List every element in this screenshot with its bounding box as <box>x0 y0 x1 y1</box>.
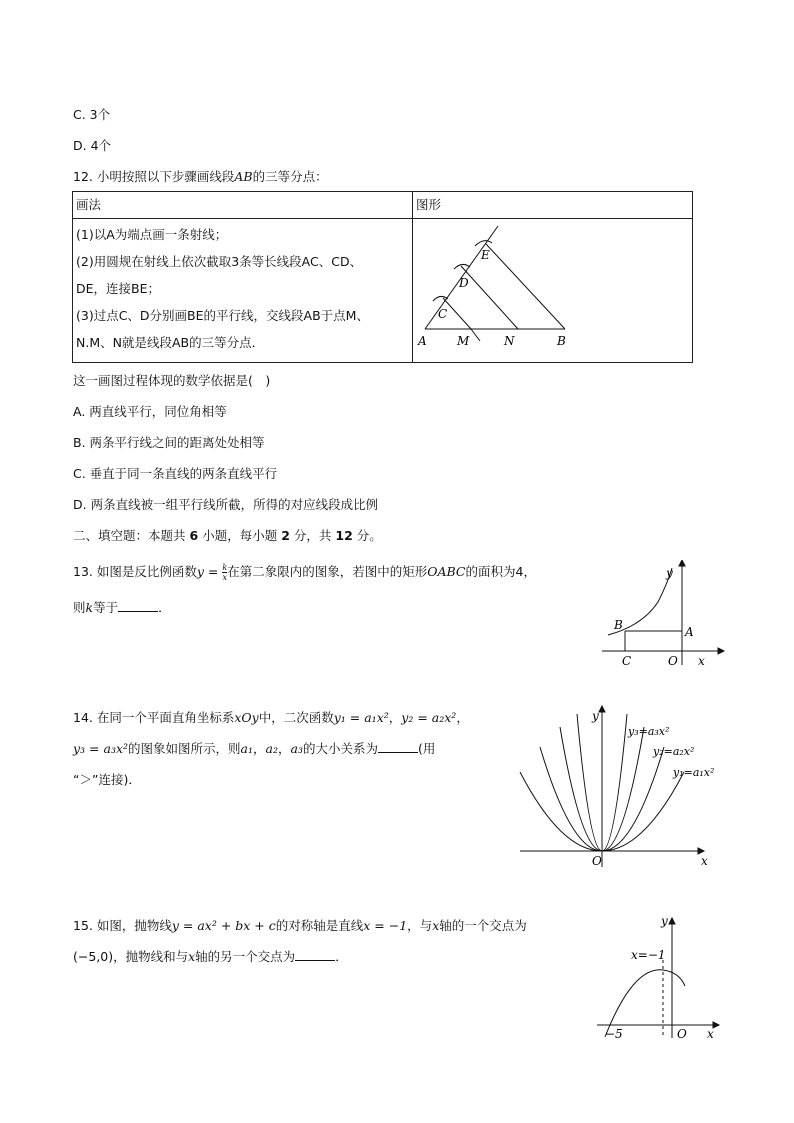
q15-label-m5: −5 <box>605 1027 623 1041</box>
q15-stem-a: 15. 如图，抛物线 <box>73 918 172 933</box>
section2-title-a: 二、填空题：本题共 <box>73 528 186 543</box>
q14-sep2: ， <box>456 710 469 725</box>
q12-stem-b: 的三等分点： <box>252 169 328 184</box>
q12-col-method: 画法 <box>73 192 413 219</box>
section2-title <box>73 526 382 544</box>
q15-label-y: y <box>661 914 668 928</box>
q13-rect: OABC <box>427 564 466 579</box>
q15-line2 <box>73 947 348 965</box>
q15-stem-c: ，与 <box>407 918 433 933</box>
q14-line3: “＞”连接)． <box>73 772 141 787</box>
q13-label-o: O <box>668 654 678 668</box>
q14-label-o: O <box>592 854 602 868</box>
q13-line2 <box>73 598 171 616</box>
parallel-extension <box>471 329 480 341</box>
q13-label-x: x <box>698 654 705 668</box>
q13-var-k: k <box>85 600 94 615</box>
q14-f2: y₂ = a₂x² <box>401 710 457 725</box>
q15-line2-b: 轴的另一个交点为 <box>195 949 296 964</box>
q14-stem-b: 中，二次函数 <box>258 710 334 725</box>
q14-stem-a: 14. 在同一个平面直角坐标系 <box>73 710 235 725</box>
q15-label-x: x <box>707 1027 714 1041</box>
q15-label-o: O <box>677 1027 687 1041</box>
arc-e <box>475 241 492 246</box>
label-m: M <box>457 334 470 348</box>
q15-answer-blank[interactable] <box>295 948 335 961</box>
q12-step1: (1)以A为端点画一条射线； <box>76 227 228 242</box>
q12-col-figure: 图形 <box>413 192 693 219</box>
segment-be <box>486 244 565 329</box>
q15-stem-d: 轴的一个交点为 <box>439 918 527 933</box>
q13-x-arrow <box>718 648 724 654</box>
q12-steps-table <box>72 191 693 363</box>
section2-title-b: 小题，每小题 <box>202 528 278 543</box>
q13-stem-b: 在第二象限内的图象，若图中的矩形 <box>227 564 428 579</box>
q12-method-cell <box>73 219 413 363</box>
q13-label-a: A <box>685 625 694 639</box>
q12-stem-ab: AB <box>234 169 253 184</box>
q14-f1: y₁ = a₁x² <box>333 710 389 725</box>
q14-f3: y₃ = a₃x² <box>73 741 129 756</box>
q12-option-b: B. 两条平行线之间的距离处处相等 <box>73 435 265 450</box>
q14-stem-d: 的大小关系为 <box>302 741 378 756</box>
q12-step2b: DE，连接BE； <box>76 281 160 296</box>
q14-a1: a₁ <box>240 741 254 756</box>
q15-line2-a: (−5,0)，抛物线和与 <box>73 949 189 964</box>
q13-stem-c: 的面积为4， <box>465 564 536 579</box>
q13-figure <box>600 560 730 670</box>
q14-sep: ， <box>388 710 402 725</box>
q13-label-c: C <box>622 654 632 668</box>
q14-label-y: y <box>592 709 599 723</box>
q14-comma2: ， <box>278 741 291 756</box>
q13-y-arrow <box>679 560 685 566</box>
q13-stem-a: 13. 如图是反比例函数 <box>73 564 197 579</box>
q12-stem <box>73 167 328 185</box>
q15-func: y = ax² + bx + c <box>171 918 276 933</box>
q12-option-d: D. 两条直线被一组平行线所截，所得的对应线段成比例 <box>73 497 379 512</box>
q14-answer-blank[interactable] <box>378 740 418 753</box>
q12-step3: (3)过点C、D分别画BE的平行线，交线段AB于点M、 <box>76 308 369 323</box>
section2-n2: 2 <box>281 528 290 543</box>
q14-sys: xOy <box>234 710 259 725</box>
q14-label-y3: y₃=a₃x² <box>628 725 670 738</box>
label-d: D <box>459 276 469 290</box>
q13-frac-num: k <box>222 563 228 572</box>
q12-stem-a: 12. 小明按照以下步骤画线段 <box>73 169 235 184</box>
q15-var-x: x <box>432 918 440 933</box>
q14-a2: a₂ <box>265 741 278 756</box>
q15-line1 <box>73 916 527 934</box>
section2-title-c: 分，共 <box>293 528 332 543</box>
label-b: B <box>557 334 566 348</box>
section2-title-d: 分。 <box>356 528 382 543</box>
option-c-prev: C. 3个 <box>73 107 111 122</box>
q14-label-x: x <box>701 854 708 868</box>
q15-figure <box>595 912 725 1042</box>
label-e: E <box>481 248 490 262</box>
q13-line2-c: ． <box>158 600 171 615</box>
q13-label-b: B <box>614 618 623 632</box>
q14-figure <box>515 702 755 872</box>
q12-trisection-figure <box>413 219 689 359</box>
q15-stem-b: 的对称轴是直线 <box>275 918 364 933</box>
q14-line1 <box>73 708 469 726</box>
q13-answer-blank[interactable] <box>118 599 158 612</box>
label-n: N <box>504 334 515 348</box>
q14-label-y2: y₂=a₂x² <box>653 745 695 758</box>
q15-axis: x = −1 <box>363 918 408 933</box>
label-a: A <box>418 334 427 348</box>
q14-line2 <box>73 739 435 757</box>
option-d-prev: D. 4个 <box>73 138 112 153</box>
section2-n3: 12 <box>335 528 353 543</box>
q14-comma: ， <box>253 741 266 756</box>
q13-func-lhs: y = <box>196 564 219 579</box>
q12-step2: (2)用圆规在射线上依次截取3条等长线段AC、CD、 <box>76 254 363 269</box>
q15-line2-c: ． <box>335 949 348 964</box>
q13-stem <box>73 562 536 582</box>
q15-x-arrow <box>713 1022 719 1028</box>
q12-option-c: C. 垂直于同一条直线的两条直线平行 <box>73 466 278 481</box>
q12-figure-cell <box>413 219 693 363</box>
q12-step3b: N.M、N就是线段AB的三等分点． <box>76 335 265 350</box>
q14-stem-c: 的图象如图所示，则 <box>128 741 241 756</box>
q15-y-arrow <box>669 918 675 924</box>
parallel-through-c <box>443 298 471 329</box>
parallel-through-d <box>461 266 518 329</box>
q14-y-arrow <box>599 706 605 712</box>
q15-var-x2: x <box>188 949 196 964</box>
q12-question: 这一画图过程体现的数学依据是( ) <box>73 373 271 388</box>
q13-label-y: y <box>666 566 673 580</box>
q14-label-y1: y₁=a₁x² <box>673 766 715 779</box>
label-c: C <box>438 307 448 321</box>
q13-line2-b: 等于 <box>93 600 119 615</box>
q12-option-a: A. 两直线平行，同位角相等 <box>73 404 227 419</box>
section2-n1: 6 <box>189 528 199 543</box>
q15-label-axis: x=−1 <box>631 948 666 962</box>
q14-stem-e: (用 <box>418 741 436 756</box>
q13-frac-den: x <box>222 573 228 582</box>
q14-a3: a₃ <box>290 741 303 756</box>
q13-line2-a: 则 <box>73 600 86 615</box>
